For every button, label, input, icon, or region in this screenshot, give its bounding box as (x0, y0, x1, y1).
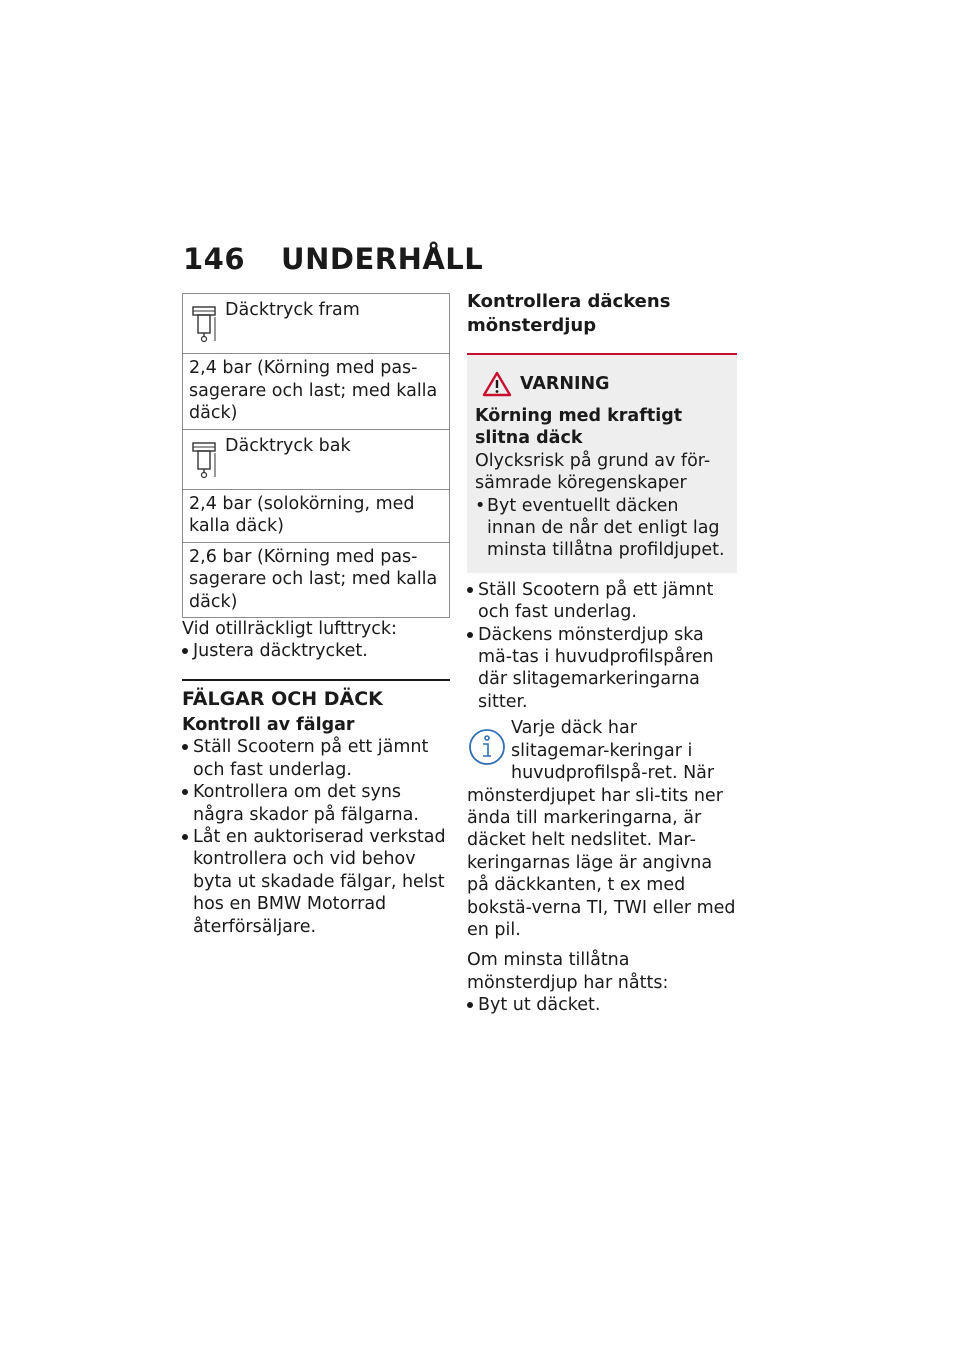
low-pressure-list (182, 640, 450, 662)
warning-header (482, 371, 728, 397)
rims-subtitle: Kontroll av fälgar (182, 714, 355, 735)
warning-label: VARNING (520, 374, 610, 394)
front-pressure-value: 2,4 bar (Körning med pas-sagerare och last; med kalla däck) (183, 354, 450, 429)
warning-title: Körning med kraftigt slitna däck (475, 406, 683, 449)
tire-pressure-table (182, 293, 450, 618)
tread-depth-heading: Kontrollera däckens mönsterdjup (467, 290, 737, 355)
left-column (182, 293, 450, 938)
warning-box (467, 355, 737, 573)
low-pressure-text: Vid otillräckligt lufttryck: (182, 619, 397, 640)
front-pressure-title: Däcktryck fram (225, 300, 360, 320)
list-item: Kontrollera om det syns några skador på fälgarna. (182, 781, 450, 826)
list-item: Ställ Scootern på ett jämnt och fast underlag. (182, 736, 450, 781)
info-icon (467, 727, 507, 767)
rims-list (182, 736, 450, 938)
page-header (183, 242, 483, 276)
chapter-title: UNDERHÅLL (281, 242, 484, 276)
list-item: Justera däcktrycket. (182, 640, 450, 662)
rear-pressure-value-loaded: 2,6 bar (Körning med pas-sagerare och last; med kalla däck) (183, 542, 450, 617)
warning-triangle-icon (482, 371, 512, 397)
warning-text: Olycksrisk på grund av för-sämrade köregenskaper (475, 450, 711, 494)
tread-check-list (467, 579, 737, 713)
info-text: Varje däck har slitagemar-keringar i huvudprofilspå-ret. När mönsterdjupet har sli-tits ner ända till markeringarna, är däcket helt nedslitet. Mar-keringarnas läge är angivna på däckkanten, t ex med bokstä-verna TI, TWI eller med en pil. (467, 718, 736, 940)
list-item: • Byt eventuellt däcken innan de når det enligt lag minsta tillåtna profildjupet. (475, 495, 728, 562)
tire-pressure-gauge-icon (189, 439, 225, 485)
min-depth-text: Om minsta tillåtna mönsterdjup har nåtts: (467, 950, 669, 993)
front-pressure-header (183, 294, 450, 354)
section-title: FÄLGAR OCH DÄCK (182, 679, 450, 711)
page-number: 146 (183, 242, 246, 276)
right-column (467, 290, 737, 1017)
final-list (467, 994, 737, 1016)
list-item: Däckens mönsterdjup ska mä-tas i huvudprofilspåren där slitagemarkeringarna sitter. (467, 624, 737, 714)
list-item: Ställ Scootern på ett jämnt och fast underlag. (467, 579, 737, 624)
list-item: Låt en auktoriserad verkstad kontrollera och vid behov byta ut skadade fälgar, helst hos en BMW Motorrad återförsäljare. (182, 826, 450, 938)
rear-pressure-title: Däcktryck bak (225, 435, 351, 456)
rear-pressure-header (183, 429, 450, 489)
info-note (467, 717, 737, 941)
rear-pressure-value-solo: 2,4 bar (solokörning, med kalla däck) (183, 490, 450, 543)
list-item: Byt ut däcket. (467, 994, 737, 1016)
warning-list (475, 495, 728, 562)
tire-pressure-gauge-icon (189, 303, 225, 349)
